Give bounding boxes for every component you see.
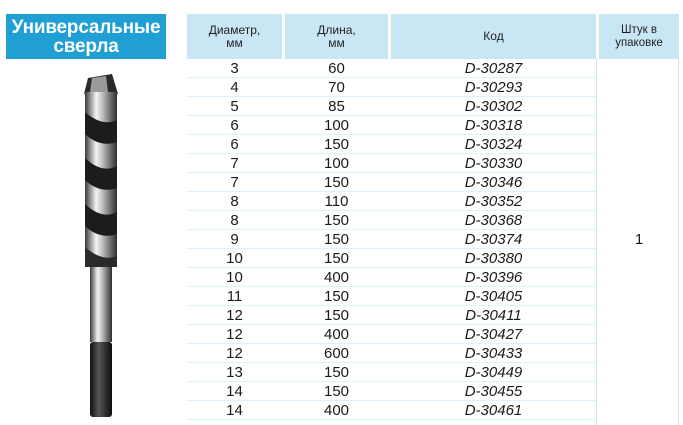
code-cell: D-30324 — [464, 136, 523, 153]
section-title — [6, 14, 166, 59]
code-cell: D-30302 — [464, 98, 523, 115]
diameter-cell: 13 — [226, 364, 243, 381]
code-cell: D-30449 — [464, 364, 523, 381]
diameter-cell: 10 — [226, 269, 243, 286]
code-cell: D-30352 — [464, 193, 523, 210]
length-cell: 150 — [323, 307, 350, 324]
diameter-cell: 4 — [230, 79, 239, 96]
code-cell: D-30330 — [464, 155, 523, 172]
diameter-cell: 10 — [226, 250, 243, 267]
section-title-line2: сверла — [53, 35, 119, 57]
header-length-line1: Длина, — [317, 22, 356, 37]
length-cell: 110 — [324, 193, 349, 210]
diameter-cell: 6 — [230, 117, 239, 134]
diameter-cell: 9 — [230, 231, 239, 248]
diameter-cell: 8 — [230, 212, 239, 229]
section-title-line1: Универсальные — [11, 16, 161, 38]
header-diameter — [187, 14, 282, 59]
code-cell: D-30396 — [464, 269, 523, 286]
code-cell: D-30318 — [464, 117, 523, 134]
code-cell: D-30427 — [464, 326, 523, 343]
code-cell: D-30405 — [464, 288, 523, 305]
diameter-cell: 14 — [226, 402, 243, 419]
diameter-cell: 12 — [226, 326, 243, 343]
length-cell: 70 — [328, 79, 345, 96]
header-quantity-line1: Штук в — [620, 23, 658, 36]
length-cell: 150 — [323, 288, 350, 305]
diameter-cell: 12 — [226, 345, 243, 362]
length-cell: 150 — [323, 383, 350, 400]
header-diameter-line1: Диаметр, — [208, 22, 261, 37]
diameter-cell: 5 — [230, 98, 239, 115]
length-cell: 150 — [323, 212, 350, 229]
code-cell: D-30455 — [464, 383, 523, 400]
code-cell: D-30433 — [464, 345, 523, 362]
length-cell: 100 — [323, 117, 350, 134]
quantity-value: 1 — [634, 231, 644, 248]
header-length — [285, 14, 388, 59]
length-cell: 600 — [323, 345, 350, 362]
length-cell: 400 — [323, 402, 350, 419]
length-cell: 60 — [328, 60, 345, 77]
length-cell: 400 — [323, 326, 350, 343]
length-cell: 400 — [323, 269, 350, 286]
code-cell: D-30293 — [464, 79, 523, 96]
code-cell: D-30368 — [464, 212, 523, 229]
diameter-cell: 3 — [230, 60, 239, 77]
diameter-cell: 14 — [226, 383, 243, 400]
diameter-cell: 7 — [230, 174, 239, 191]
code-cell: D-30380 — [464, 250, 523, 267]
diameter-cell: 12 — [226, 307, 243, 324]
length-cell: 85 — [328, 98, 345, 115]
code-cell: D-30411 — [465, 307, 522, 324]
length-cell: 150 — [323, 364, 350, 381]
header-quantity-line2: упаковке — [615, 36, 663, 49]
header-diameter-line2: мм — [226, 35, 243, 50]
diameter-cell: 11 — [226, 288, 243, 305]
length-cell: 150 — [323, 136, 350, 153]
length-cell: 150 — [323, 174, 350, 191]
code-cell: D-30287 — [464, 60, 523, 77]
header-length-line2: мм — [328, 35, 345, 50]
code-cell: D-30461 — [464, 402, 523, 419]
header-code — [391, 14, 596, 59]
header-code-label: Код — [483, 29, 504, 43]
drill-bit-image — [60, 72, 140, 420]
code-cell: D-30374 — [464, 231, 523, 248]
length-cell: 150 — [323, 231, 350, 248]
header-quantity — [599, 14, 679, 59]
diameter-cell: 6 — [230, 136, 239, 153]
diameter-cell: 7 — [230, 155, 239, 172]
length-cell: 150 — [323, 250, 350, 267]
length-cell: 100 — [323, 155, 350, 172]
code-cell: D-30346 — [464, 174, 523, 191]
diameter-cell: 8 — [230, 193, 239, 210]
